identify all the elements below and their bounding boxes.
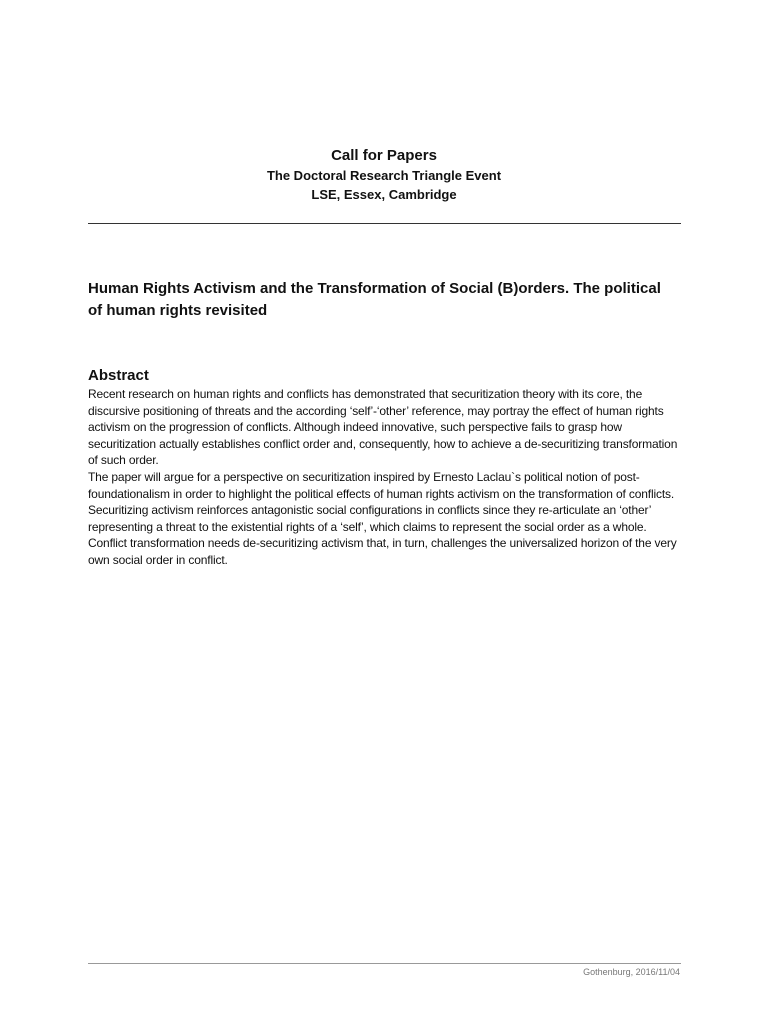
event-name: The Doctoral Research Triangle Event <box>266 168 502 183</box>
top-divider <box>88 223 681 224</box>
paper-title <box>88 278 688 322</box>
header <box>0 146 768 204</box>
event-venues: LSE, Essex, Cambridge <box>311 187 457 202</box>
footer-divider <box>88 963 681 964</box>
abstract-body <box>88 386 688 569</box>
abstract-paragraph-1: Recent research on human rights and conflicts has demonstrated that securitization theory with its core, the discursive positioning of threats and the according ‘self’-‘other’ reference, may portray the effect of human rights activism on the progression of conflicts. Although indeed innovative, such perspective fails to grasp how securitization actually establishes conflict order and, consequently, how to achieve a de-securitizing transformation of such order. <box>88 387 678 468</box>
call-for-papers-title: Call for Papers <box>331 147 437 164</box>
footer-place-date: Gothenburg, 2016/11/04 <box>583 967 680 977</box>
paper-title-line-2: of human rights revisited <box>88 302 268 319</box>
abstract-heading: Abstract <box>88 367 149 384</box>
abstract-paragraph-2: The paper will argue for a perspective on securitization inspired by Ernesto Laclau`s political notion of post-foundationalism in order to highlight the political effects of human rights activism on the transformation of conflicts. Securitizing activism reinforces antagonistic social configurations in conflicts since they re-articulate an ‘other’ representing a threat to the existential rights of a ‘self’, which claims to represent the social order as a whole. Conflict transformation needs de-securitizing activism that, in turn, challenges the universalized horizon of the very own social order in conflict. <box>88 469 677 567</box>
paper-title-line-1: Human Rights Activism and the Transformation of Social (B)orders. The political <box>88 280 661 297</box>
